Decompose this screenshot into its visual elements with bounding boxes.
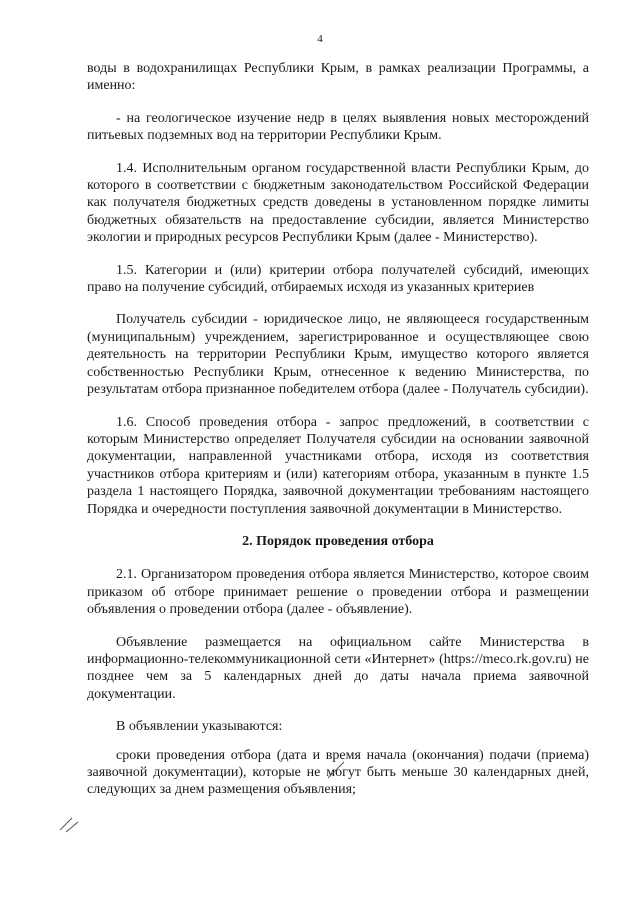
- pen-margin-mark: [58, 812, 80, 834]
- paragraph-announcement-contents: В объявлении указываются:: [116, 719, 283, 735]
- paragraph-1-5: 1.5. Категории и (или) критерии отбора получателей субсидий, имеющих право на получение субсидий, отбираемых исходя из указанных критериев: [87, 262, 589, 296]
- paragraph-deadlines: сроки проведения отбора (дата и время начала (окончания) подачи (приема) заявочной документации), которые не могут быть меньше 30 календарных дней, следующих за днем размещения объявления;: [87, 747, 589, 798]
- section-heading: 2. Порядок проведения отбора: [242, 533, 434, 549]
- paragraph-2-1: 2.1. Организатором проведения отбора является Министерство, которое своим приказом об отборе принимает решение о проведении отбора и размещении объявления о проведении отбора (далее - объявление).: [87, 567, 589, 618]
- paragraph-1-4: 1.4. Исполнительным органом государственной власти Республики Крым, до которого в соответствии с бюджетным законодательством Российской Федерации как получателя бюджетных средств доведены в установленном порядке лимиты бюджетных обязательств на предоставление субсидии, является Министерство экологии и природных ресурсов Республики Крым (далее - Министерство).: [87, 160, 589, 246]
- paragraph-announcement: Объявление размещается на официальном сайте Министерства в информационно-телекоммуникационной сети «Интернет» (https://meco.rk.gov.ru) не позднее чем за 5 календарных дней до даты начала приема заявочной документации.: [87, 634, 589, 702]
- paragraph-list-item: - на геологическое изучение недр в целях выявления новых месторождений питьевых подземных вод на территории Республики Крым.: [87, 110, 589, 144]
- page-number: 4: [317, 33, 323, 45]
- paragraph-continuation: воды в водохранилищах Республики Крым, в рамках реализации Программы, а именно:: [87, 61, 589, 94]
- pen-tick-mark: [326, 760, 346, 780]
- paragraph-1-6: 1.6. Способ проведения отбора - запрос предложений, в соответствии с которым Министерство определяет Получателя субсидии на основании заявочной документации, направленной участниками отбора, исходя из соответствия участников отбора критериям и (или) категориям отбора, указанным в пункте 1.5 раздела 1 настоящего Порядка, заявочной документации требованиям настоящего Порядка и очередности поступления заявочной документации в Министерство.: [87, 414, 589, 517]
- document-body: [87, 60, 589, 814]
- paragraph-recipient: Получатель субсидии - юридическое лицо, не являющееся государственным (муниципальным) учреждением, зарегистрированное и осуществляющее свою деятельность на территории Республики Крым, имущество которого является собственностью Республики Крым, отнесенное к ведению Министерства, по результатам отбора признанное победителем отбора (далее - Получатель субсидии).: [87, 312, 589, 398]
